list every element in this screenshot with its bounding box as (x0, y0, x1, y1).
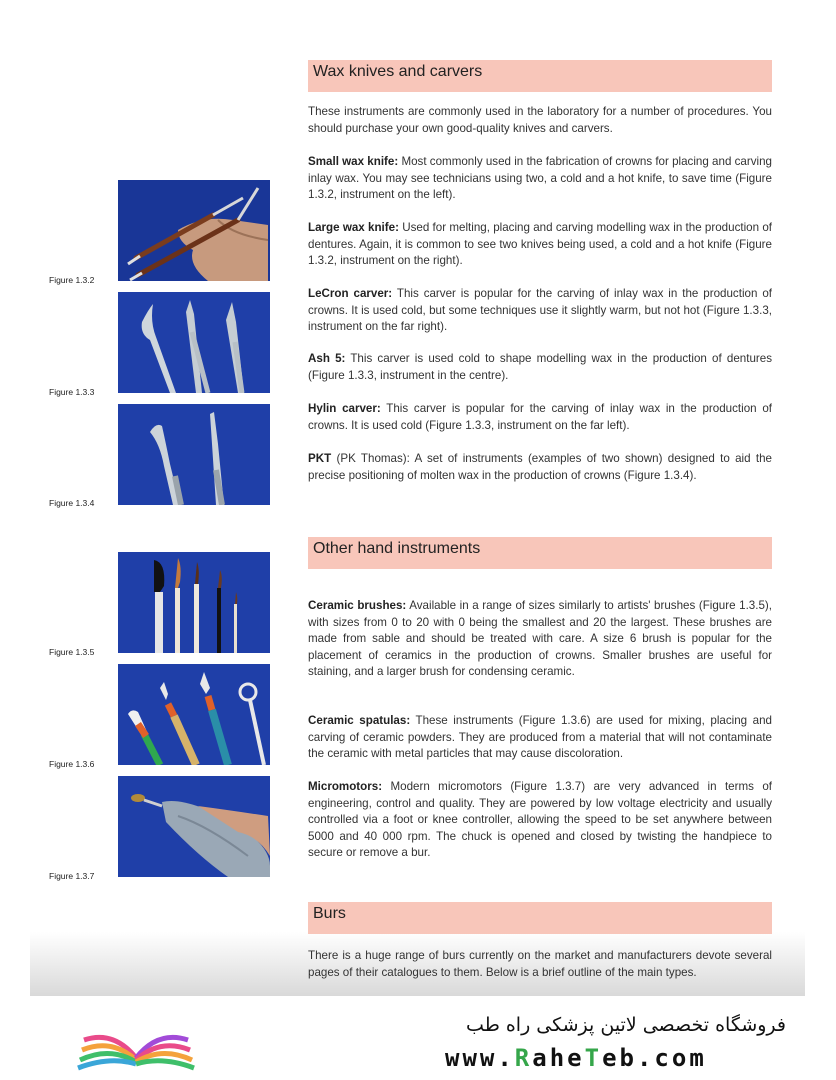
url-part: www. (445, 1044, 515, 1072)
figure-label-1-3-4: Figure 1.3.4 (49, 498, 95, 508)
description: These instruments (Figure 1.3.6) are used for mixing, placing and carving of ceramic powders. They are produced from a material that will not contaminate the ceramic with metal particles that may cause discoloration. (308, 714, 772, 761)
url-part: eb (602, 1044, 637, 1072)
term: Ceramic spatulas: (308, 714, 411, 727)
term: Small wax knife: (308, 155, 399, 168)
wax-item-pkt (308, 451, 772, 484)
url-part: .com (636, 1044, 707, 1072)
url-part: R (514, 1044, 533, 1072)
other-item-micromotors (308, 779, 772, 862)
description: Used for melting, placing and carving modelling wax in the production of dentures. Again, it is common to see two knives being used, a cold and a hot knife (Figure 1.3.2, instrument on the right). (308, 221, 772, 268)
other-item-ceramic-spatulas (308, 713, 772, 763)
description: This carver is popular for the carving of inlay wax in the production of crowns. It is used cold, but some techniques use it slightly warm, but not hot (Figure 1.3.3, instrument on the far right). (308, 287, 772, 334)
description: (PK Thomas): A set of instruments (examples of two shown) designed to aid the precise positioning of molten wax in the production of crowns (Figure 1.3.4). (308, 452, 772, 482)
section-heading-wax (308, 60, 772, 92)
term: Ash 5: (308, 352, 346, 365)
figure-1-3-2-photo (118, 180, 270, 281)
description: This carver is popular for the carving of inlay wax in the production of crowns. It is used cold (Figure 1.3.3, instrument on the far left). (308, 402, 772, 432)
wax-item-small-knife (308, 154, 772, 204)
site-url (445, 1044, 707, 1072)
book-logo-icon (74, 1010, 198, 1072)
term: PKT (308, 452, 332, 465)
section-heading-text: Wax knives and carvers (313, 63, 483, 80)
wax-item-large-knife (308, 220, 772, 270)
section-heading-text: Burs (313, 905, 346, 922)
description: This carver is used cold to shape modelling wax in the production of dentures (Figure 1.3.3, instrument in the centre). (308, 352, 772, 382)
figure-1-3-4-photo (118, 404, 270, 505)
wax-item-ash5 (308, 351, 772, 384)
term: LeCron carver: (308, 287, 393, 300)
term: Micromotors: (308, 780, 383, 793)
burs-intro-paragraph: There is a huge range of burs currently on the market and manufacturers devote several pages of their catalogues to them. Below is a brief outline of the main types. (308, 949, 772, 979)
figure-label-1-3-7: Figure 1.3.7 (49, 871, 95, 881)
other-item-ceramic-brushes (308, 598, 772, 681)
term: Large wax knife: (308, 221, 399, 234)
url-part: ahe (532, 1044, 585, 1072)
section-heading-burs (308, 902, 772, 934)
wax-intro-paragraph: These instruments are commonly used in the laboratory for a number of procedures. You should purchase your own good-quality knives and carvers. (308, 105, 772, 135)
section-heading-other (308, 537, 772, 569)
figure-label-1-3-6: Figure 1.3.6 (49, 759, 95, 769)
wax-item-hylin-carver (308, 401, 772, 434)
url-part: T (584, 1044, 603, 1072)
term: Ceramic brushes: (308, 599, 407, 612)
shop-name: فروشگاه تخصصی لاتین پزشکی راه طب (466, 1014, 786, 1036)
figure-label-1-3-2: Figure 1.3.2 (49, 275, 95, 285)
description: Available in a range of sizes similarly to artists' brushes (Figure 1.3.5), with sizes from 0 to 20 with 0 being the smallest and 20 the largest. These brushes are made from sable and should be treated with care. A size 6 brush is popular for the placement of ceramics in the production of crowns. Smaller brushes are useful for staining, and a larger brush for condensing ceramic. (308, 599, 772, 679)
figure-label-1-3-3: Figure 1.3.3 (49, 387, 95, 397)
description: Most commonly used in the fabrication of crowns for placing and carving inlay wax. You may see technicians using two, a cold and a hot knife, to save time (Figure 1.3.2, instrument on the left). (308, 155, 772, 202)
footer-banner (0, 996, 836, 1080)
figure-1-3-7-photo (118, 776, 270, 877)
figure-1-3-3-photo (118, 292, 270, 393)
wax-item-lecron-carver (308, 286, 772, 336)
figure-1-3-6-photo (118, 664, 270, 765)
section-heading-text: Other hand instruments (313, 540, 481, 557)
term: Hylin carver: (308, 402, 381, 415)
figure-1-3-5-photo (118, 552, 270, 653)
figure-label-1-3-5: Figure 1.3.5 (49, 647, 95, 657)
description: Modern micromotors (Figure 1.3.7) are very advanced in terms of engineering, control and quality. They are powered by low voltage electricity and usually controlled via a foot or knee controller, allowing the speed to be set anywhere between 5000 and 40 000 rpm. The chuck is opened and closed by twisting the handpiece to secure or remove a bur. (308, 780, 772, 860)
